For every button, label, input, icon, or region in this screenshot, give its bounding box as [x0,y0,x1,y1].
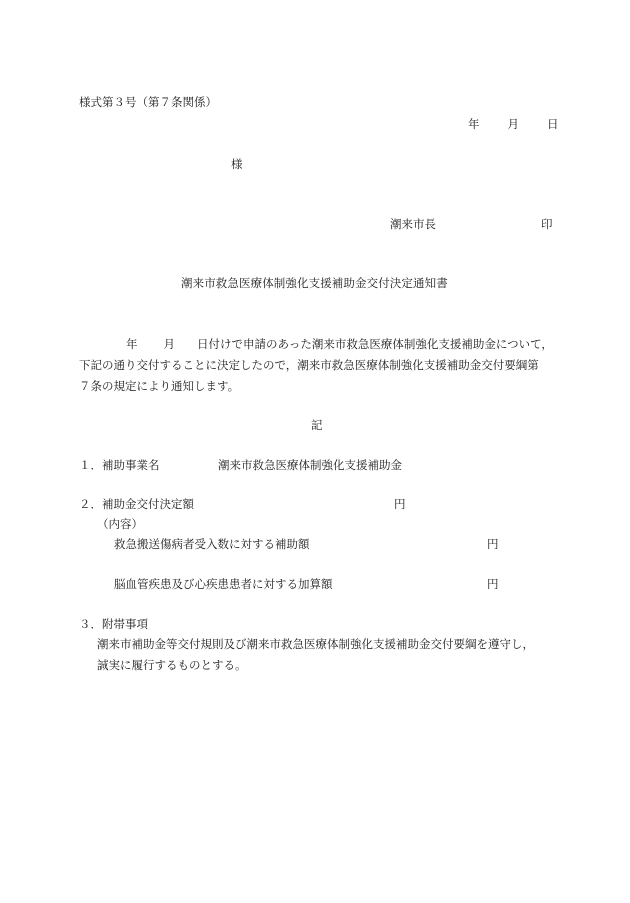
item2-sub2-unit: 円 [487,577,499,591]
date-year: 年 [468,117,480,131]
seal-mark: 印 [541,217,553,231]
item3-line2: 誠実に履行するものとする。 [97,658,247,672]
item2-unit: 円 [394,497,406,511]
body-year: 年 [126,337,138,351]
body-month: 月 [163,337,175,351]
document-title: 潮来市救急医療体制強化支援補助金交付決定通知書 [181,276,448,290]
item1-value: 潮来市救急医療体制強化支援補助金 [218,458,402,472]
item1-label: １．補助事業名 [79,458,160,472]
item2-label: ２．補助金交付決定額 [79,497,194,511]
ki-heading: 記 [311,418,323,432]
body-line1-text: 日付けで申請のあった潮来市救急医療体制強化支援補助金について， [197,337,553,351]
date-month: 月 [507,117,519,131]
body-paragraph-line3: ７条の規定により通知します。 [79,379,240,393]
date-line [468,119,559,131]
recipient-suffix: 様 [231,157,243,171]
item3-line1: 潮来市補助金等交付規則及び潮来市救急医療体制強化支援補助金交付要綱を遵守し， [97,637,534,651]
item2-sub1-label: 救急搬送傷病者受入数に対する補助額 [114,537,310,551]
body-paragraph-line1 [126,339,553,351]
date-day: 日 [547,117,559,131]
issuer: 潮来市長 [390,217,436,231]
item3-label: ３．附帯事項 [79,617,148,631]
body-paragraph-line2: 下記の通り交付することに決定したので，潮来市救急医療体制強化支援補助金交付要綱第 [79,358,539,372]
item2-detail-label: （内容） [97,517,143,531]
item2-sub2-label: 脳血管疾患及び心疾患患者に対する加算額 [114,577,333,591]
form-number: 様式第３号（第７条関係） [79,95,217,109]
item2-sub1-unit: 円 [487,537,499,551]
